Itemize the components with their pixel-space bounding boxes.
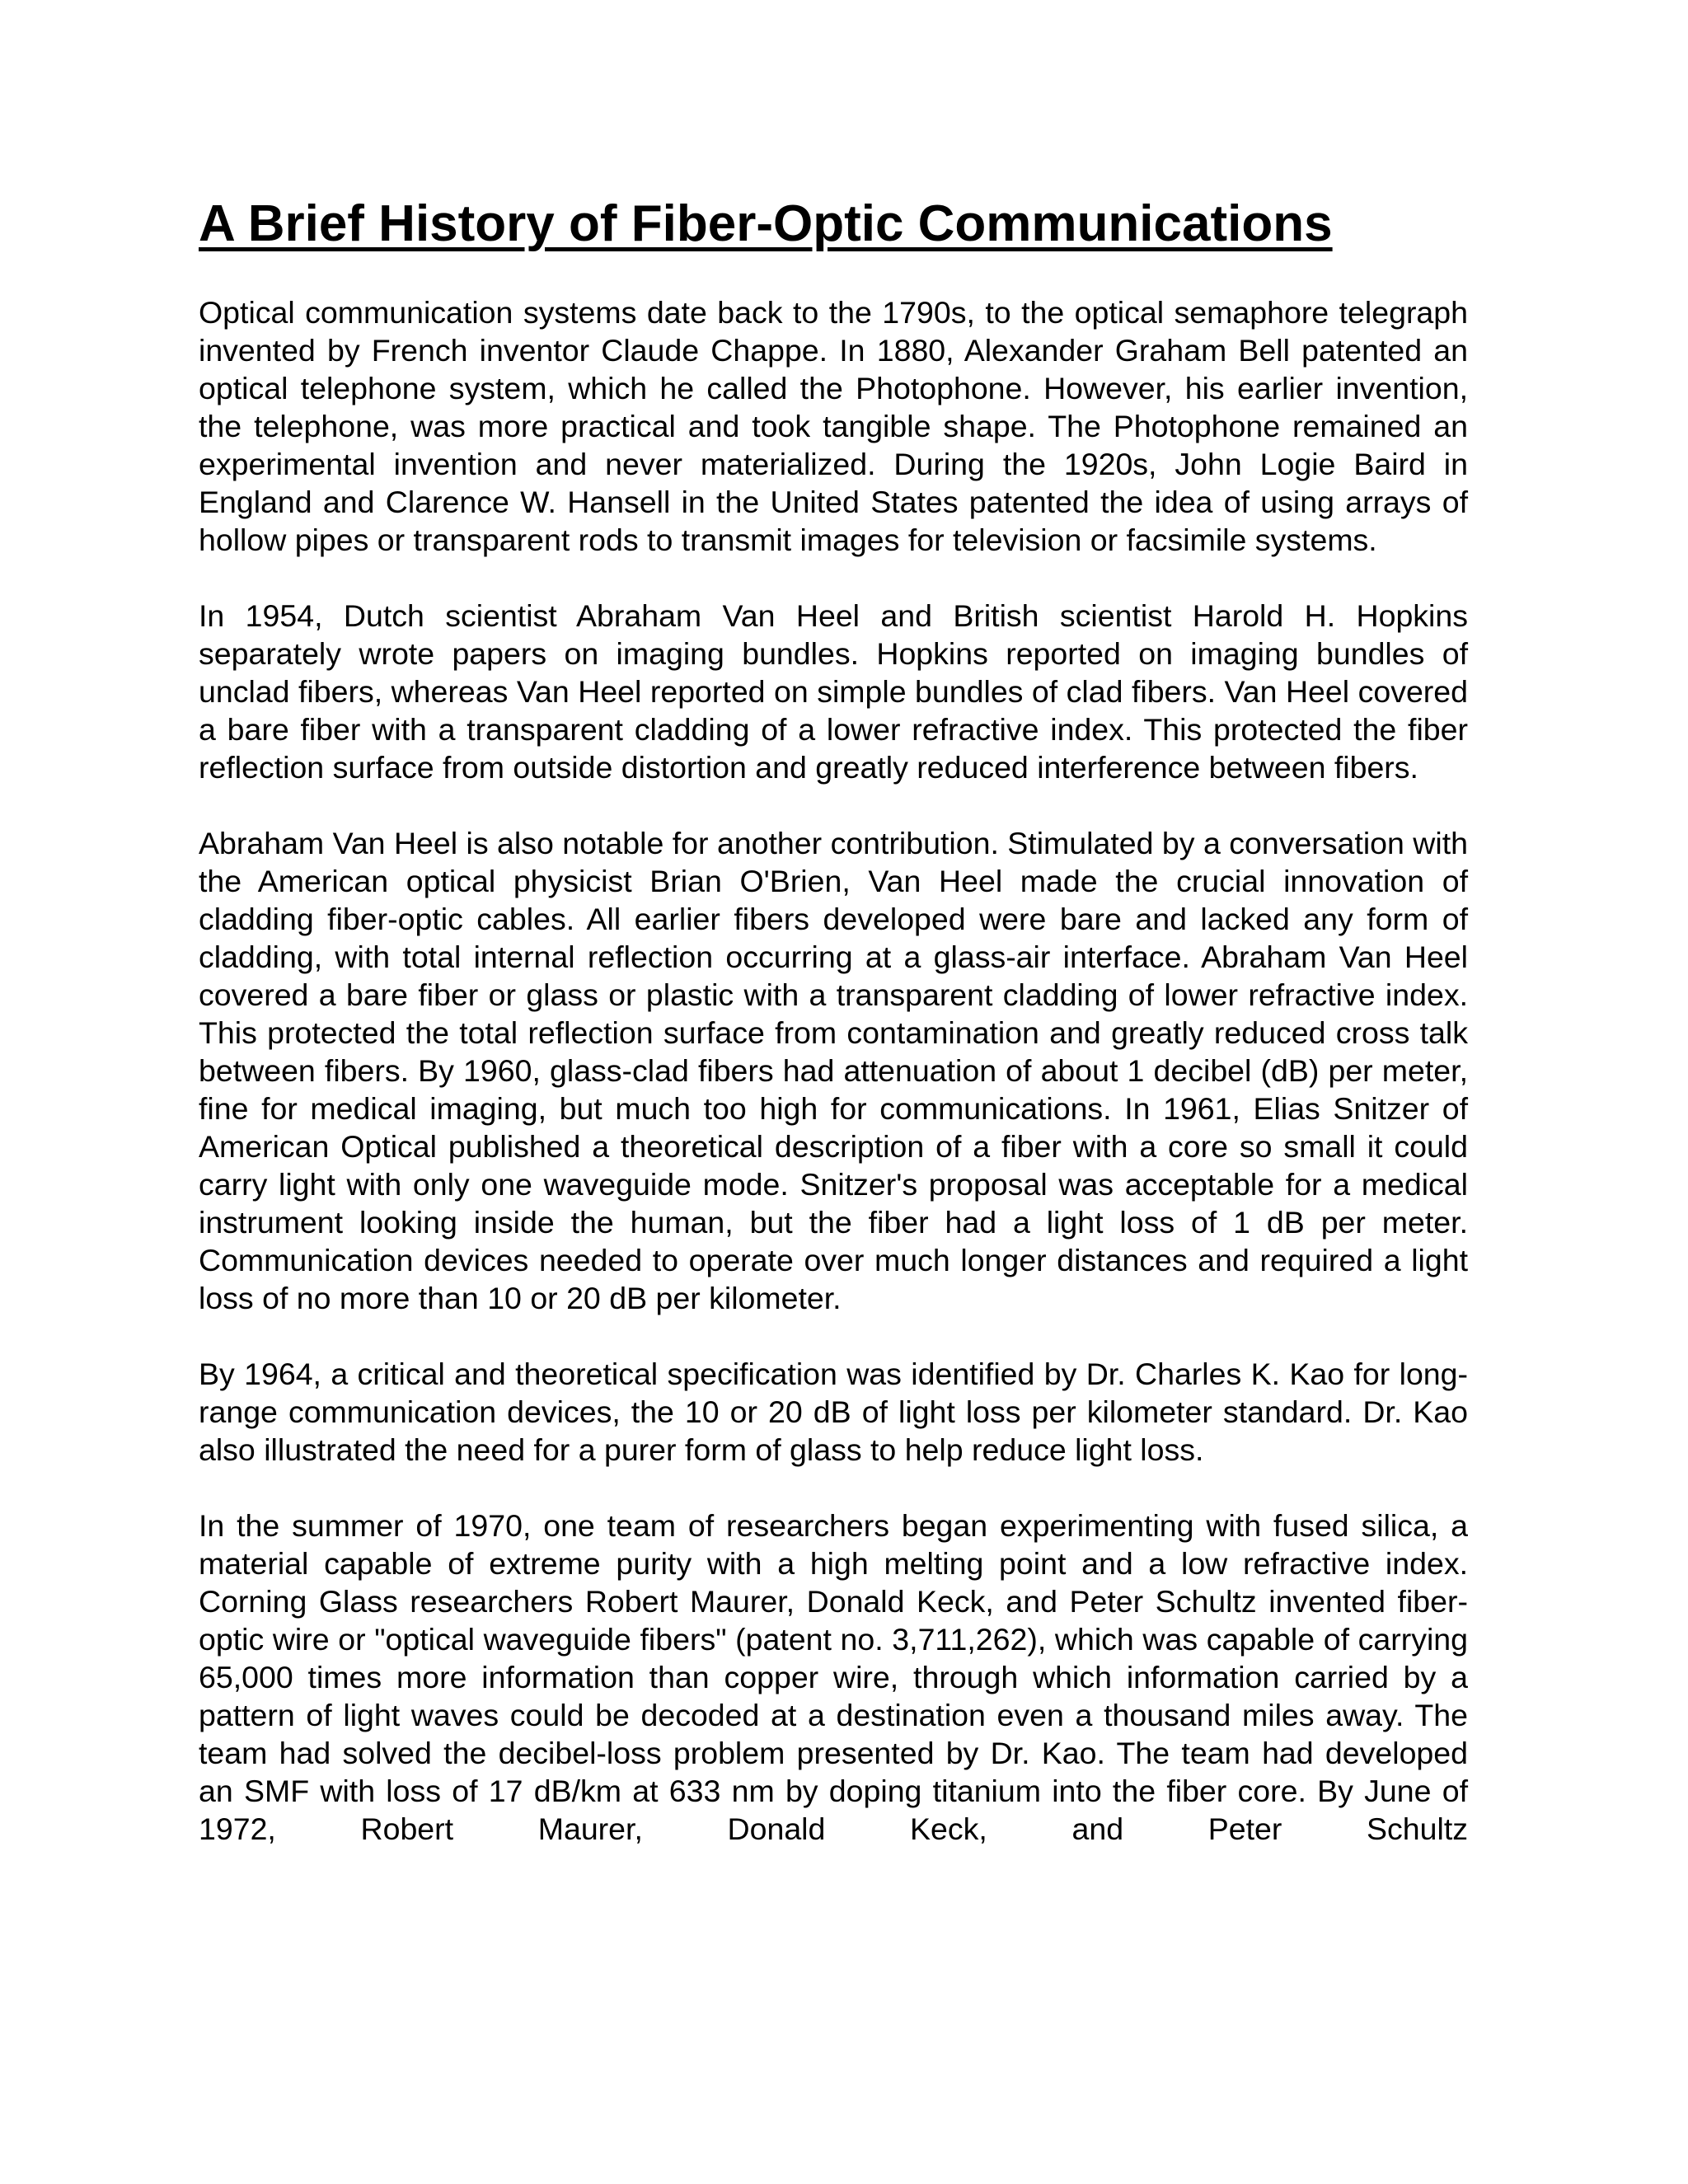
paragraph-imaging-bundles: In 1954, Dutch scientist Abraham Van Heel and British scientist Harold H. Hopkins separately wrote papers on imaging bundles. Hopkins reported on imaging bundles of unclad fibers, whereas Van Heel reported on simple bundles of clad fibers. Van Heel covered a bare fiber with a transparent cladding of a lower refractive index. This protected the fiber reflection surface from outside distortion and greatly reduced interference between fibers. [199, 598, 1468, 785]
paragraph-van-heel-cladding: Abraham Van Heel is also notable for another contribution. Stimulated by a conversation with the American optical physicist Brian O'Brien, Van Heel made the crucial innovation of cladding fiber-optic cables. All earlier fibers developed were bare and lacked any form of cladding, with total internal reflection occurring at a glass-air interface. Abraham Van Heel covered a bare fiber or glass or plastic with a transparent cladding of lower refractive index. This protected the total reflection surface from contamination and greatly reduced cross talk between fibers. By 1960, glass-clad fibers had attenuation of about 1 decibel (dB) per meter, fine for medical imaging, but much too high for communications. In 1961, Elias Snitzer of American Optical published a theoretical description of a fiber with a core so small it could carry light with only one waveguide mode. Snitzer's proposal was acceptable for a medical instrument looking inside the human, but the fiber had a light loss of 1 dB per meter. Communication devices needed to operate over much longer distances and required a light loss of no more than 10 or 20 dB per kilometer. [199, 826, 1468, 1315]
paragraph-kao-specification: By 1964, a critical and theoretical specification was identified by Dr. Charles K. Kao for long-range communication devices, the 10 or 20 dB of light loss per kilometer standard. Dr. Kao also illustrated the need for a purer form of glass to help reduce light loss. [199, 1357, 1468, 1467]
document-body [199, 293, 1468, 1848]
paragraph-corning-research: In the summer of 1970, one team of researchers began experimenting with fused silica, a material capable of extreme purity with a high melting point and a low refractive index. Corning Glass researchers Robert Maurer, Donald Keck, and Peter Schultz invented fiber-optic wire or "optical waveguide fibers" (patent no. 3,711,262), which was capable of carrying 65,000 times more information than copper wire, through which information carried by a pattern of light waves could be decoded at a destination even a thousand miles away. The team had solved the decibel-loss problem presented by Dr. Kao. The team had developed an SMF with loss of 17 dB/km at 633 nm by doping titanium into the fiber core. By June of 1972, Robert Maurer, Donald Keck, and Peter Schultz [199, 1508, 1468, 1846]
paragraph-early-history: Optical communication systems date back to the 1790s, to the optical semaphore telegraph invented by French inventor Claude Chappe. In 1880, Alexander Graham Bell patented an optical telephone system, which he called the Photophone. However, his earlier invention, the telephone, was more practical and took tangible shape. The Photophone remained an experimental invention and never materialized. During the 1920s, John Logie Baird in England and Clarence W. Hansell in the United States patented the idea of using arrays of hollow pipes or transparent rods to transmit images for television or facsimile systems. [199, 295, 1468, 557]
document-title: A Brief History of Fiber-Optic Communications [199, 195, 1333, 252]
